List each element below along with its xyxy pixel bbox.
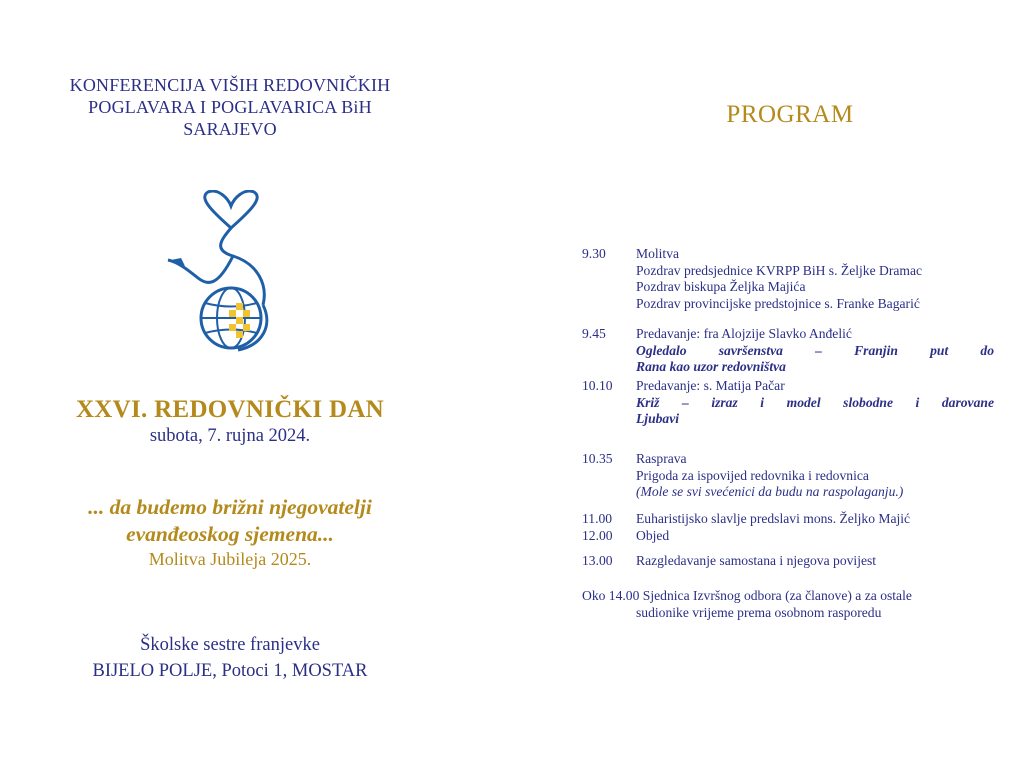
program-line: Pozdrav provincijske predstojnice s. Franke Bagarić <box>636 295 920 311</box>
program-item <box>582 326 994 376</box>
program-line: Molitva <box>636 246 680 261</box>
program-time: 10.10 <box>582 378 613 393</box>
program-item <box>582 553 994 570</box>
conference-header-line2: POGLAVARA I POGLAVARICA BiH <box>88 97 372 117</box>
program-closing <box>582 588 994 621</box>
program-line: Razgledavanje samostana i njegova povijest <box>636 553 877 568</box>
host-line2: BIJELO POLJE, Potoci 1, MOSTAR <box>92 661 368 681</box>
program-title: PROGRAM <box>726 101 854 128</box>
motto-line1: ... da budemo brižni njegovatelji <box>88 495 372 519</box>
heart-dove-globe-logo-icon <box>163 190 298 355</box>
program-line: Predavanje: s. Matija Pačar <box>636 378 785 393</box>
program-line: Objed <box>636 528 670 543</box>
closing-line1: Oko 14.00 Sjednica Izvršnog odbora (za članove) a za ostale <box>582 588 912 603</box>
program-time: 9.30 <box>582 246 606 261</box>
program-time: 11.00 <box>582 511 613 526</box>
event-title-block <box>30 395 430 447</box>
program-line: Prigoda za ispovijed redovnika i redovnica <box>636 467 869 483</box>
lecture-title-line: Rana kao uzor redovništva <box>636 359 786 374</box>
program-line: Rasprava <box>636 451 687 466</box>
program-note: (Mole se svi svećenici da budu na raspolaganju.) <box>636 484 904 499</box>
conference-header-line3: SARAJEVO <box>183 119 277 139</box>
program-item <box>582 451 994 501</box>
program-time: 9.45 <box>582 326 606 341</box>
program-item <box>582 246 994 312</box>
closing-line2: sudionike vrijeme prema osobnom rasporedu <box>636 604 882 620</box>
program-line: Pozdrav biskupa Željka Majića <box>636 279 806 294</box>
conference-header-line1: KONFERENCIJA VIŠIH REDOVNIČKIH <box>69 75 391 95</box>
motto-source: Molitva Jubileja 2025. <box>148 549 312 569</box>
program-line: Euharistijsko slavlje predslavi mons. Željko Majić <box>636 511 911 526</box>
program-line: Predavanje: fra Alojzije Slavko Anđelić <box>636 326 852 341</box>
event-date: subota, 7. rujna 2024. <box>149 426 311 446</box>
program-time: 10.35 <box>582 451 613 466</box>
lecture-title-line: Ljubavi <box>636 411 680 426</box>
host-line1: Školske sestre franjevke <box>140 635 320 655</box>
program-item <box>582 511 994 528</box>
event-title: XXVI. REDOVNIČKI DAN <box>75 396 385 423</box>
conference-header <box>30 74 430 140</box>
program-time: 12.00 <box>582 528 613 543</box>
program-item <box>582 528 994 545</box>
program-time: 13.00 <box>582 553 613 568</box>
program-line: Pozdrav predsjednice KVRPP BiH s. Željke Dramac <box>636 262 923 278</box>
program-item <box>582 378 994 428</box>
motto-block <box>20 494 440 570</box>
lecture-title-line: Ogledalo savršenstva – Franjin put do <box>636 342 994 358</box>
lecture-title-line: Križ – izraz i model slobodne i darovane <box>636 394 994 410</box>
motto-line2: evanđeoskog sjemena... <box>126 522 334 546</box>
host-block <box>30 632 430 684</box>
